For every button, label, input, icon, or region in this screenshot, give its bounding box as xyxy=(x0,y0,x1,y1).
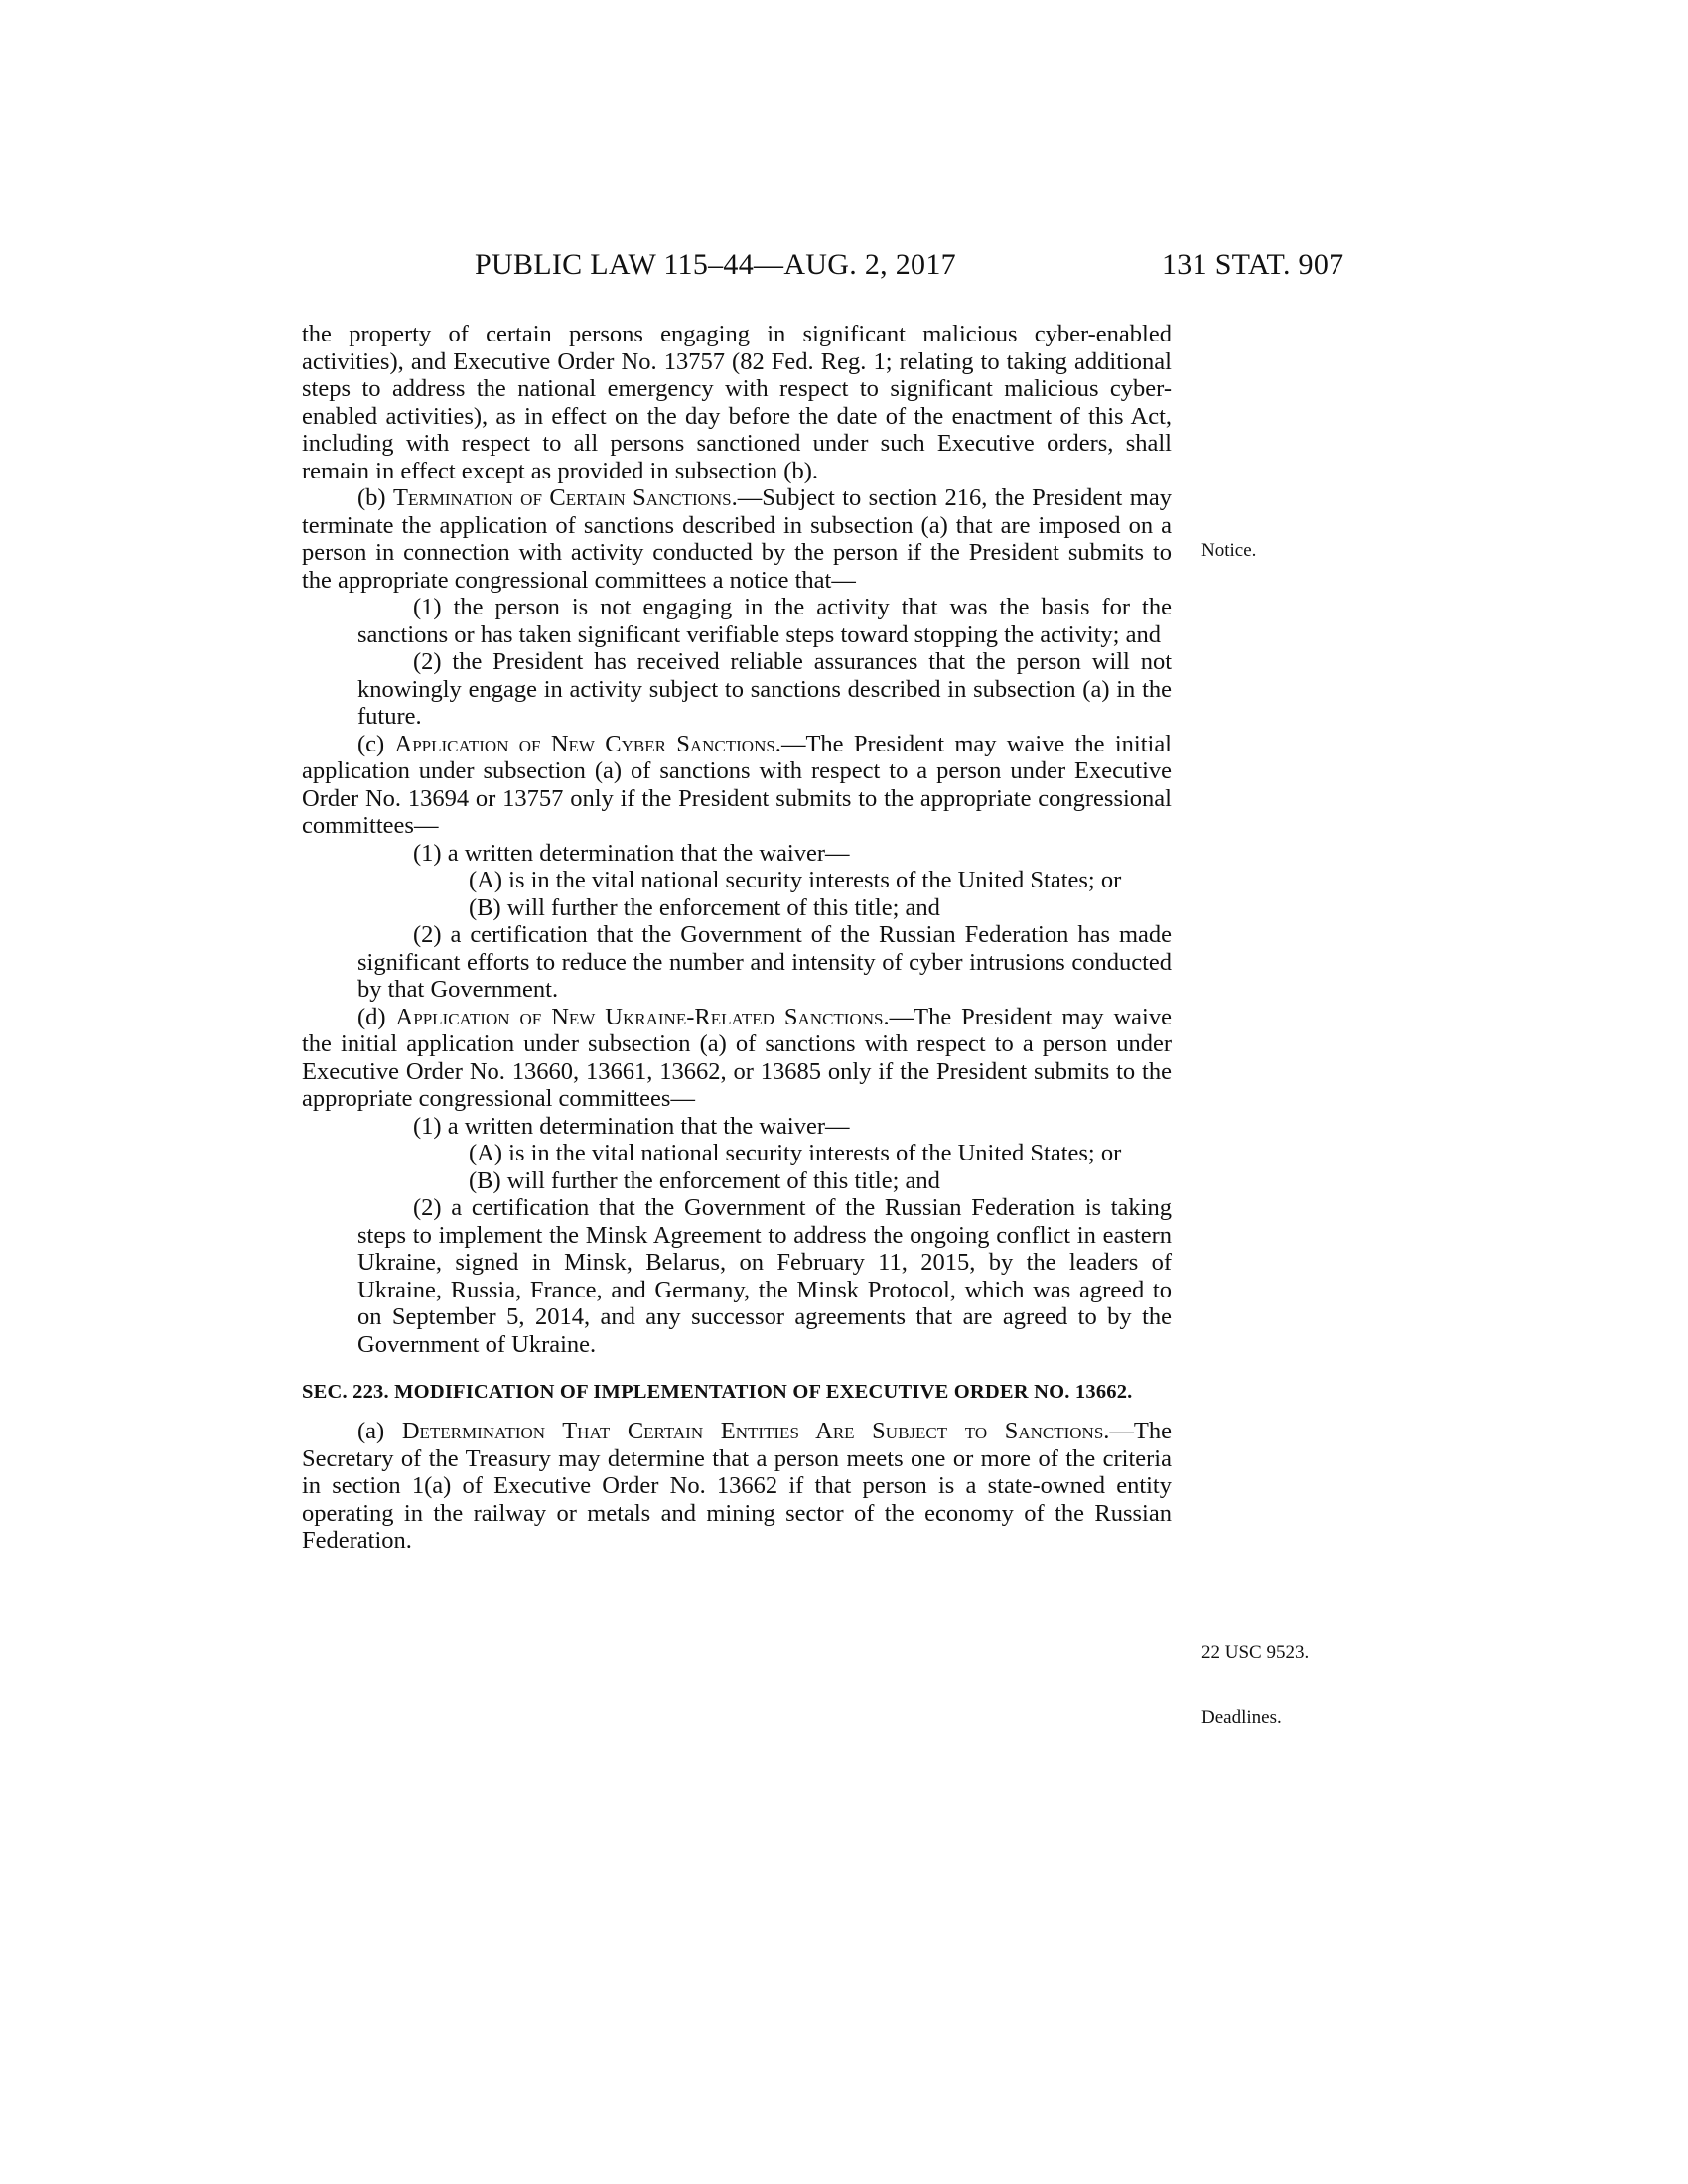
margin-note-notice: Notice. xyxy=(1201,540,1257,561)
subsection-b-item-2: (2) the President has received reliable assurances that the person will not knowingly engage in activity subject to sanctions described in subsection (a) in the future. xyxy=(357,648,1172,730)
subsection-b xyxy=(302,484,1172,594)
section-223-subsection-a xyxy=(302,1418,1172,1555)
subsection-c-heading: Application of New Cyber Sanctions. xyxy=(394,730,781,757)
subsection-d-item-2: (2) a certification that the Government of the Russian Federation is taking steps to implement the Minsk Agreement to address the ongoing conflict in eastern Ukraine, signed in Minsk, Belarus, on February 11, 2015, by the leaders of Ukraine, Russia, France, and Germany, the Minsk Protocol, which was agreed to on September 5, 2014, and any successor agreements that are agreed to by the Government of Ukraine. xyxy=(357,1194,1172,1358)
subsection-d-label: (d) xyxy=(357,1003,396,1030)
running-head: PUBLIC LAW 115–44—AUG. 2, 2017 xyxy=(475,248,956,281)
subsection-c-item-1: (1) a written determination that the waiver— xyxy=(413,839,850,867)
margin-note-usc: 22 USC 9523. xyxy=(1201,1642,1310,1663)
margin-note-deadlines: Deadlines. xyxy=(1201,1707,1282,1728)
subsection-d-item-1: (1) a written determination that the waiver— xyxy=(413,1112,850,1140)
subsection-c xyxy=(302,731,1172,840)
subsection-c-label: (c) xyxy=(357,730,395,757)
subsection-b-heading: Termination of Certain Sanctions. xyxy=(393,484,738,511)
subsection-c-item-1b: (B) will further the enforcement of this title; and xyxy=(469,893,940,921)
page-header xyxy=(0,248,1688,288)
subsection-d-text: —The President may waive the initial application under subsection (a) of sanctions with respect to a person under Executive Order No. 13660, 13661, 13662, or 13685 only if the President submits to the appropriate congressional committees— xyxy=(302,1003,1172,1112)
subsection-c-item-2: (2) a certification that the Government of the Russian Federation has made significant efforts to reduce the number and intensity of cyber intrusions conducted by that Government. xyxy=(357,921,1172,1003)
continued-paragraph: the property of certain persons engaging in significant malicious cyber-enabled activities), and Executive Order No. 13757 (82 Fed. Reg. 1; relating to taking additional steps to address the national emergency with respect to significant malicious cyber-enabled activities), as in effect on the day before the date of the enactment of this Act, including with respect to all persons sanctioned under such Executive orders, shall remain in effect except as provided in subsection (b). xyxy=(302,321,1172,484)
section-223-heading: SEC. 223. MODIFICATION OF IMPLEMENTATION OF EXECUTIVE ORDER NO. 13662. xyxy=(302,1381,1133,1403)
statute-body xyxy=(302,321,1172,1555)
section-223-subsection-a-heading: Determination That Certain Entities Are Subject to Sanctions. xyxy=(401,1418,1110,1444)
subsection-d-item-1b: (B) will further the enforcement of this title; and xyxy=(469,1166,940,1194)
subsection-d xyxy=(302,1004,1172,1113)
subsection-b-text: —Subject to section 216, the President may terminate the application of sanctions described in subsection (a) that are imposed on a person in connection with activity conducted by the person if the President submits to the appropriate congressional committees a notice that— xyxy=(302,484,1172,594)
section-223-subsection-a-label: (a) xyxy=(357,1418,402,1444)
subsection-d-heading: Application of New Ukraine-Related Sanctions. xyxy=(395,1003,890,1030)
section-223-subsection-a-text: —The Secretary of the Treasury may determine that a person meets one or more of the criteria in section 1(a) of Executive Order No. 13662 if that person is a state-owned entity operating in the railway or metals and mining sector of the economy of the Russian Federation. xyxy=(302,1418,1172,1554)
subsection-b-label: (b) xyxy=(357,484,394,511)
subsection-c-item-1a: (A) is in the vital national security interests of the United States; or xyxy=(469,867,1122,893)
subsection-b-item-1: (1) the person is not engaging in the activity that was the basis for the sanctions or has taken significant verifiable steps toward stopping the activity; and xyxy=(357,594,1172,648)
page-number: 131 STAT. 907 xyxy=(1162,248,1344,281)
subsection-d-item-1a: (A) is in the vital national security interests of the United States; or xyxy=(469,1140,1122,1166)
subsection-c-text: —The President may waive the initial application under subsection (a) of sanctions with respect to a person under Executive Order No. 13694 or 13757 only if the President submits to the appropriate congressional committees— xyxy=(302,730,1172,839)
